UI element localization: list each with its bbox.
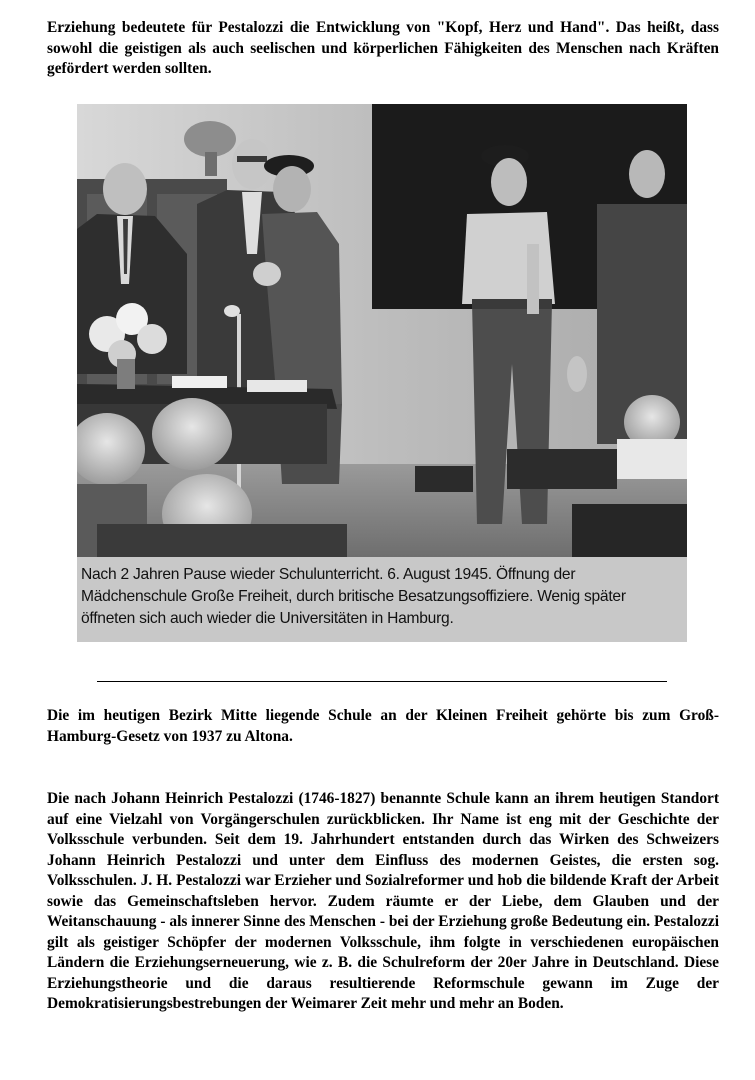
history-paragraph: Die nach Johann Heinrich Pestalozzi (1746-1827) benannte Schule kann an ihrem heutigen Standort auf eine Vielzahl von Vorgängerschulen zurückblicken. Ihr Name ist eng mit der Geschichte der Volksschule verbunden. Seit dem 19. Jahrhundert entstanden durch das Wirken des Schweizers Johann Heinrich Pestalozzi und unter dem Einfluss des modernen Geistes, die ersten sog. Volksschulen. J. H. Pestalozzi war Erzieher und Sozialreformer und hob die bildende Kraft der Arbeit sowie das Gemeinschaftsleben hervor. Zudem räumte er der Liebe, dem Glauben und der Weitanschauung - als innerer Sinne des Menschen - bei der Erziehung große Bedeutung ein. Pestalozzi gilt als geistiger Schöpfer der modernen Volksschule, ihm folgte in verschiedenen europäischen Ländern die Erziehungserneuerung, wie z. B. die Schulreform der 20er Jahre in Deutschland. Diese Erziehungstheorie und die daraus resultierende Reformschule gewann im Zuge der Demokratisierungsbestrebungen der Weimarer Zeit mehr und mehr an Boden. — [47, 790, 719, 1012]
classroom-photo — [77, 104, 687, 557]
intro-paragraph: Erziehung bedeutete für Pestalozzi die Entwicklung von "Kopf, Herz und Hand". Das heißt, dass sowohl die geistigen als auch seelischen und körperlichen Fähigkeiten des Menschen nach Kräften gefördert werden sollten. — [47, 19, 719, 77]
student-desk — [507, 449, 617, 489]
student-desk — [572, 504, 687, 557]
district-paragraph: Die im heutigen Bezirk Mitte liegende Schule an der Kleinen Freiheit gehörte bis zum Groß-Hamburg-Gesetz von 1937 zu Altona. — [47, 707, 719, 745]
photo-caption: Nach 2 Jahren Pause wieder Schulunterricht. 6. August 1945. Öffnung der Mädchenschule Große Freiheit, durch britische Besatzungsoffiziere. Wenig später öffneten sich auch wieder die Universitäten in Hamburg. — [77, 557, 687, 642]
divider-line — [97, 681, 667, 682]
floor-box — [415, 466, 473, 492]
historical-photo-figure — [77, 104, 687, 642]
